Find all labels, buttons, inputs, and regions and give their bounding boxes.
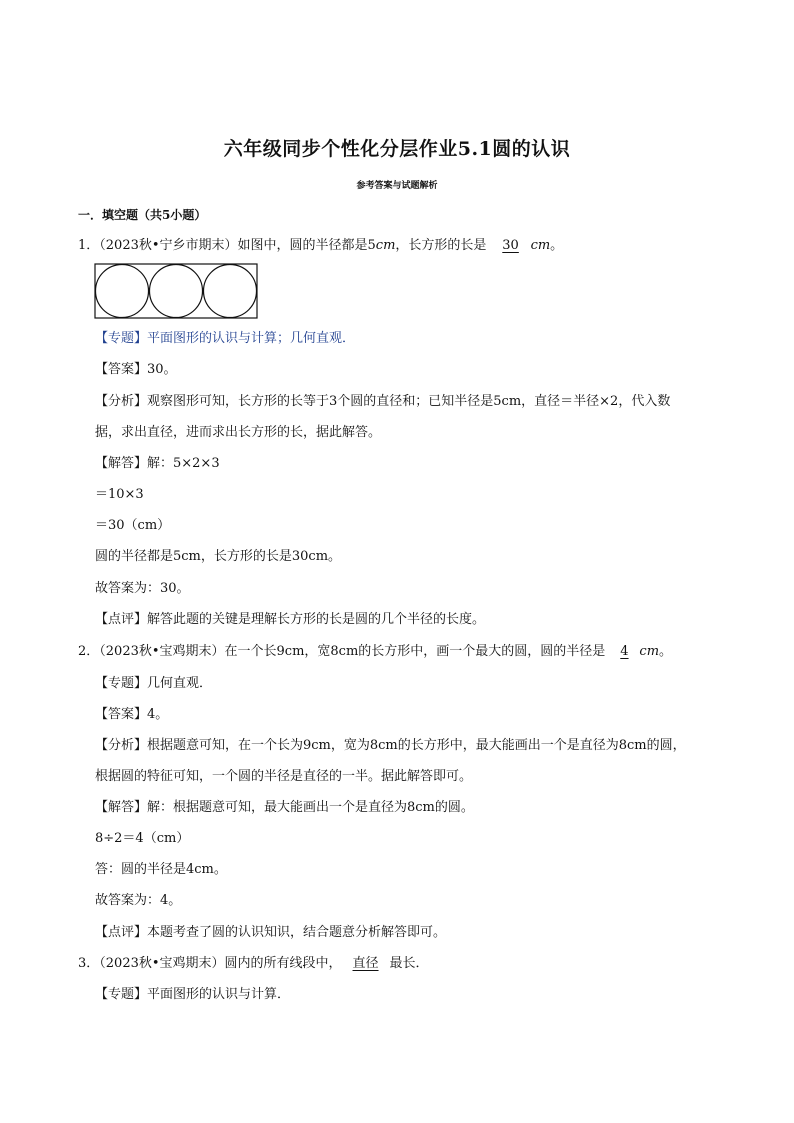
question-1 (78, 238, 563, 254)
q2-solution-line4: 故答案为：4。 (95, 893, 182, 908)
q3-end: 最长． (389, 956, 429, 971)
circle-shape (204, 265, 257, 318)
q2-solution-line3: 答：圆的半径是4cm。 (95, 862, 227, 877)
section-heading: 一．填空题（共5小题） (78, 208, 207, 222)
q3-answer-blank: 直径 (352, 956, 379, 971)
rectangle-shape (95, 264, 257, 318)
q2-zhuanti: 【专题】几何直观． (95, 676, 213, 691)
q2-prefix: 2．（2023秋•宝鸡期末）在一个长9cm，宽8cm的长方形中，画一个最大的圆，圆的半径是 (78, 644, 606, 659)
question-2 (78, 644, 672, 660)
q1-zhuanti: 【专题】平面图形的认识与计算；几何直观． (95, 331, 356, 346)
q1-solution-line4: 圆的半径都是5cm，长方形的长是30cm。 (95, 549, 342, 564)
q1-comment: 【点评】解答此题的关键是理解长方形的长是圆的几个半径的长度。 (95, 612, 486, 627)
q2-unit: cm (639, 644, 660, 659)
q1-solution-line1: 【解答】解：5×2×3 (95, 456, 220, 471)
circle-shape (96, 265, 149, 318)
three-circles-figure (94, 263, 258, 319)
q3-prefix: 3．（2023秋•宝鸡期末）圆内的所有线段中， (78, 956, 342, 971)
question-3 (78, 956, 429, 972)
q1-mid: ，长方形的长是 (395, 238, 487, 253)
q1-prefix: 1．（2023秋•宁乡市期末）如图中，圆的半径都是5 (78, 238, 376, 253)
q2-analysis-line2: 根据圆的特征可知，一个圆的半径是直径的一半。据此解答即可。 (95, 769, 473, 784)
page-title: 六年级同步个性化分层作业5.1圆的认识 (223, 138, 571, 160)
q1-answer-blank: 30 (502, 238, 519, 253)
q1-answer: 【答案】30。 (95, 362, 177, 377)
q1-solution-line5: 故答案为：30。 (95, 581, 190, 596)
page-subtitle: 参考答案与试题解析 (356, 181, 438, 191)
q1-solution-line3: ＝30（cm） (95, 518, 171, 533)
q1-end: 。 (550, 238, 564, 253)
q3-zhuanti: 【专题】平面图形的认识与计算． (95, 987, 291, 1002)
q1-unit1: cm (375, 238, 396, 253)
q1-analysis-line2: 据，求出直径，进而求出长方形的长，据此解答。 (95, 425, 382, 440)
q2-answer: 【答案】4。 (95, 707, 169, 722)
q1-unit2: cm (530, 238, 551, 253)
q1-solution-line2: ＝10×3 (95, 487, 144, 502)
q2-solution-line2: 8÷2＝4（cm） (95, 831, 190, 846)
q2-analysis-line1: 【分析】根据题意可知，在一个长为9cm，宽为8cm的长方形中，最大能画出一个是直径为8cm的圆， (95, 738, 686, 753)
q2-comment: 【点评】本题考查了圆的认识知识，结合题意分析解答即可。 (95, 925, 447, 940)
q2-solution-line1: 【解答】解：根据题意可知，最大能画出一个是直径为8cm的圆。 (95, 800, 474, 815)
q2-end: 。 (659, 644, 673, 659)
q1-analysis-line1: 【分析】观察图形可知，长方形的长等于3个圆的直径和；已知半径是5cm，直径＝半径×2，代入数 (95, 394, 671, 409)
circle-shape (150, 265, 203, 318)
q2-answer-blank: 4 (620, 644, 629, 659)
